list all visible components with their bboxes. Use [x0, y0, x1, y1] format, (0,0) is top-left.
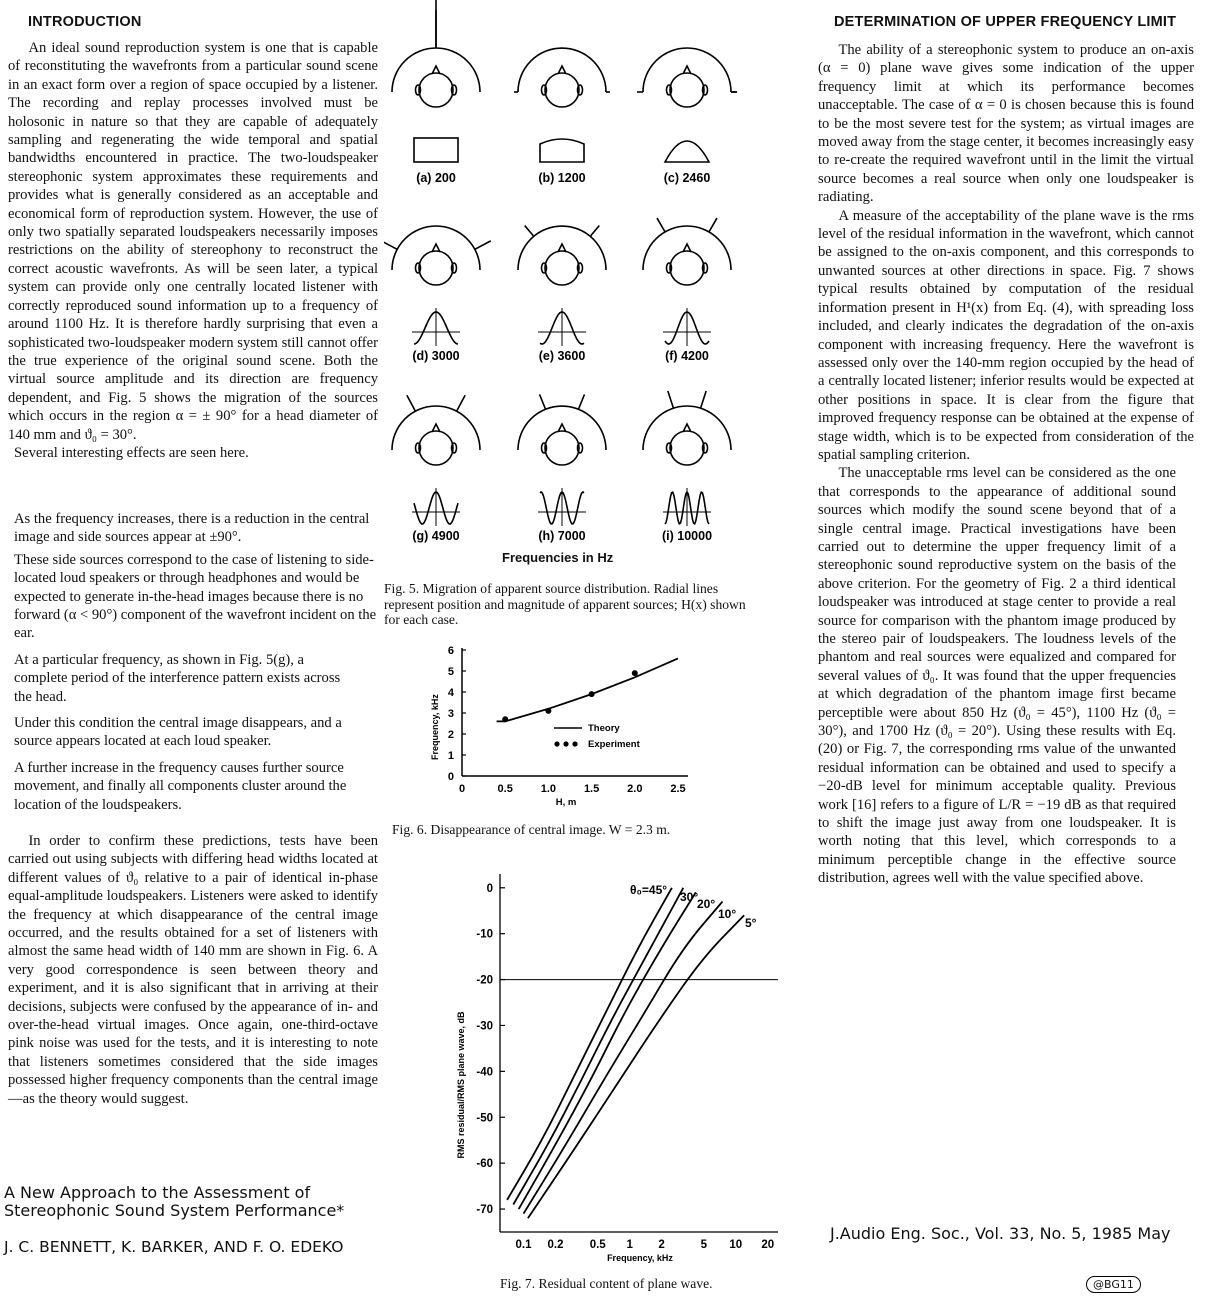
left-column-lower [8, 832, 378, 1108]
apparent-source-ray [709, 218, 717, 232]
apparent-source-ray [590, 226, 599, 237]
head-ear [578, 443, 583, 453]
fig5-waveform [540, 139, 584, 162]
fig7-curve-label: 20° [697, 897, 716, 911]
fig6-ytick-label: 0 [447, 771, 454, 783]
head-ear [416, 85, 421, 95]
fig7-curve-label: 30° [680, 890, 699, 904]
fig7-curve-0 [507, 888, 672, 1200]
fig7-xtick-label: 0.5 [589, 1239, 606, 1251]
fig6-legend-dot [563, 741, 568, 746]
intro-paragraph-4: These side sources correspond to the case of listening to side-located loud speakers or through headphones and would be expected to generate in-the-head images because there is no forward (α < 90°) component of the wavefront incident on the ear. [14, 551, 377, 642]
head-ear [416, 443, 421, 453]
fig5-waveform [663, 308, 711, 346]
fig5-label-h: (h) 7000 [538, 529, 586, 543]
head-circle [545, 431, 579, 465]
fig5-panel-6 [392, 395, 480, 526]
head-ear [452, 85, 457, 95]
head-circle [419, 73, 453, 107]
apparent-source-ray [475, 241, 491, 249]
fig7-curve-4 [528, 915, 744, 1218]
fig6-xtick-label: 2.5 [670, 783, 686, 795]
head-ear [578, 85, 583, 95]
fig6-xtick-label: 2.0 [627, 783, 643, 795]
fig6-ytick-label: 5 [447, 666, 454, 678]
loudspeaker-arc [643, 48, 731, 92]
fig6-legend-dot [554, 741, 559, 746]
apparent-source-ray [701, 391, 707, 408]
upper-paragraph-1: The ability of a stereophonic system to produce an on-axis (α = 0) plane wave gives some indication of the upper frequency limit at which its performance becomes unacceptable. The case of α = 0 is chosen because this is found to be the most severe test for the system; as virtual images are moved away from the stage center, it becomes increasingly easy to re-create the required wavefront until in the limit the virtual source becomes a real source when only one loudspeaker is radiating. [818, 42, 1194, 206]
loudspeaker-arc [518, 406, 606, 450]
fig5-panel-3 [384, 226, 491, 346]
fig7-chart [440, 870, 790, 1265]
fig5-panel-1 [514, 48, 610, 162]
head-ear [703, 263, 708, 273]
fig7-xtick-label: 10 [729, 1239, 743, 1251]
head-ear [578, 263, 583, 273]
paper-authors: J. C. BENNETT, K. BARKER, AND F. O. EDEKO [4, 1238, 344, 1256]
fig5-frequencies-label: Frequencies in Hz [502, 550, 614, 565]
paper-title-line-2: Stereophonic Sound System Performance* [4, 1201, 345, 1220]
intro-paragraph-8: In order to confirm these predictions, tests have been carried out using subjects with differing head widths located at different values of ϑ₀ relative to a pair of identical in-phase equal-amplitude loudspeakers. Listeners were asked to identify the frequency at which disappearance of the central image occurred, and the results obtained for a set of listeners with almost the same head width of 140 mm are shown in Fig. 6. A very good correspondence is seen between theory and experiment, and it is also significant that in arriving at their decisions, subjects were confused by the appearance of in- and over-the-head virtual images. Once again, one-third-octave pink noise was used for the tests, and it is interesting to note that listeners sometimes considered that the side images possessed higher frequency components than the central image—as the theory would suggest. [8, 833, 378, 1107]
fig5-panel-2 [637, 48, 737, 162]
head-circle [670, 73, 704, 107]
intro-paragraph-5: At a particular frequency, as shown in Fig. 5(g), a complete period of the interference pattern exists across the head. [14, 651, 341, 705]
loudspeaker-arc [392, 406, 480, 450]
fig6-chart [420, 640, 690, 810]
fig5-waveform [538, 308, 586, 346]
head-circle [670, 251, 704, 285]
fig6-experiment-point [545, 708, 551, 714]
fig5-label-e: (e) 3600 [538, 349, 586, 363]
intro-paragraph-3: As the frequency increases, there is a reduction in the central image and side sources appear at ±90°. [14, 511, 370, 546]
apparent-source-ray [407, 395, 415, 411]
fig5-waveform [414, 138, 458, 162]
fig7-xtick-label: 0.1 [515, 1239, 532, 1251]
fig5-waveform [538, 488, 586, 526]
fig6-ylabel: Frequency, kHz [430, 694, 440, 760]
head-ear [542, 263, 547, 273]
fig6-ytick-label: 3 [447, 708, 454, 720]
head-ear [703, 85, 708, 95]
fig6-ytick-label: 2 [447, 729, 454, 741]
paper-title [4, 1184, 344, 1220]
fig7-xtick-label: 1 [626, 1239, 633, 1251]
head-ear [416, 263, 421, 273]
head-ear [452, 263, 457, 273]
fig6-xtick-label: 1.0 [540, 783, 557, 795]
loudspeaker-arc [643, 406, 731, 450]
head-circle [419, 251, 453, 285]
fig7-ytick-label: -70 [476, 1204, 493, 1217]
apparent-source-ray [540, 394, 546, 409]
fig7-curve-label: 5° [745, 916, 757, 930]
fig7-xtick-label: 20 [761, 1239, 775, 1251]
fig7-curve-1 [513, 888, 683, 1205]
apparent-source-ray [384, 241, 397, 249]
fig7-xtick-label: 2 [658, 1239, 665, 1251]
head-ear [667, 85, 672, 95]
head-ear [542, 85, 547, 95]
paper-title-line-1: A New Approach to the Assessment of [4, 1183, 311, 1202]
fig6-ytick-label: 4 [447, 687, 454, 699]
fig5-label-g: (g) 4900 [412, 529, 460, 543]
head-ear [667, 443, 672, 453]
fig5-waveform [412, 488, 460, 526]
fig5-diagram [384, 0, 784, 560]
apparent-source-ray [457, 395, 465, 411]
fig7-xtick-label: 0.2 [547, 1239, 564, 1251]
apparent-source-ray [657, 218, 665, 232]
fig6-experiment-point [632, 670, 638, 676]
fig5-panel-4 [518, 226, 606, 346]
fig5-panel-8 [643, 391, 731, 526]
fig5-waveform [412, 308, 460, 346]
fig6-xtick-label: 1.5 [583, 783, 600, 795]
loudspeaker-arc [518, 48, 606, 92]
fig7-ytick-label: -50 [476, 1112, 493, 1125]
fig5-label-d: (d) 3000 [412, 349, 460, 363]
intro-paragraph-1: An ideal sound reproduction system is one that is capable of reconstituting the wavefronts from a particular sound scene in an exact form over a region of space occupied by a listener. The recording and replay processes involved must be holosonic in nature so that they are capable of adequately sampling and regenerating the wide temporal and spatial bandwidths encountered in practice. The two-loudspeaker stereophonic system approximates these requirements and provides what is generally considered as an acceptable and economical form of reproduction system. However, the use of only two spatially separated loudspeakers necessarily imposes restrictions on the ability of stereophony to reconstruct the correct acoustic wavefronts. As will be seen later, a typical system can provide only one centrally located listener with correctly reproduced sound information up to a frequency of around 1100 Hz. It is therefore hardly surprising that even a sophisticated two-loudspeaker modern system still cannot offer the true experience of the original sound scene. Both the virtual source amplitude and its direction are frequency dependent, and Fig. 5 shows the migration of the sources which occurs in the region α = ± 90° for a head diameter of 140 mm and ϑ₀ = 30°. [8, 40, 378, 443]
apparent-source-ray [525, 226, 534, 237]
fig6-caption: Fig. 6. Disappearance of central image. W = 2.3 m. [392, 822, 671, 837]
fig7-caption: Fig. 7. Residual content of plane wave. [500, 1276, 713, 1291]
left-column [8, 14, 378, 462]
fig7-ytick-label: -10 [476, 928, 493, 941]
fig7-ytick-label: -40 [476, 1066, 493, 1079]
fig5-panel-7 [518, 394, 606, 526]
introduction-heading: INTRODUCTION [28, 14, 142, 30]
upper-frequency-heading: DETERMINATION OF UPPER FREQUENCY LIMIT [834, 14, 1177, 30]
intro-paragraph-6: Under this condition the central image disappears, and a source appears located at each loud speaker. [14, 715, 342, 750]
head-circle [670, 431, 704, 465]
fig6-ytick-label: 1 [447, 750, 454, 762]
head-circle [545, 251, 579, 285]
fig7-curve-label: 10° [718, 907, 737, 921]
fig6-theory-line [497, 658, 678, 721]
fig7-curve-label: θ₀=45° [630, 883, 668, 897]
fig7-ylabel: RMS residual/RMS plane wave, dB [456, 1011, 466, 1159]
intro-paragraph-7: A further increase in the frequency causes further source movement, and finally all components cluster around the location of the loudspeakers. [14, 759, 347, 813]
fig5-waveform [663, 488, 711, 526]
fig5-label-i: (i) 10000 [661, 529, 713, 543]
head-ear [703, 443, 708, 453]
fig7-ytick-label: 0 [486, 882, 493, 895]
head-circle [545, 73, 579, 107]
fig6-xlabel: H, m [555, 797, 577, 808]
fig6-xtick-label: 0 [458, 783, 466, 795]
fig7-ytick-label: -30 [476, 1020, 493, 1033]
journal-reference: J.Audio Eng. Soc., Vol. 33, No. 5, 1985 May [830, 1224, 1171, 1243]
head-ear [542, 443, 547, 453]
fig7-xlabel: Frequency, kHz [607, 1253, 673, 1263]
upper-paragraph-2: A measure of the acceptability of the plane wave is the rms level of the residual information in the wavefront, which cannot be assigned to the on-axis component, and this corresponds to unwanted sources at other directions in space. Fig. 7 shows typical results obtained by computation of the residual information present in H¹(x) from Eq. (4), with spreading loss included, and clearly indicates the degradation of the on-axis component with increasing frequency. Here the wavefront is assessed only over the 140-mm region occupied by the head of a centrally located listener; inferior results would be expected at other positions in space. It is clear from the figure that improved frequency response can be obtained at the expense of stage width, which is to be expected from consideration of the spatial sampling criterion. [818, 207, 1194, 463]
fig6-legend-dot [572, 741, 577, 746]
fig5-panel-5 [643, 218, 731, 346]
fig6-legend-experiment: Experiment [588, 739, 640, 750]
apparent-source-ray [668, 391, 674, 408]
loudspeaker-arc [392, 48, 480, 92]
loudspeaker-arc [643, 226, 731, 270]
fig6-ytick-label: 6 [447, 645, 454, 657]
fig5-label-a: (a) 200 [416, 171, 456, 185]
fig6-experiment-point [502, 716, 508, 722]
upper-paragraph-3: The unacceptable rms level can be considered as the one that corresponds to the appearance of additional sound sources which modify the sound scene beyond that of a single central image. Practical investigations have been carried out to determine the upper frequency limit of a stereophonic sound reproductive system on the basis of the above criterion. For the geometry of Fig. 2 a third identical loudspeaker was introduced at stage center to provide a real source for comparison with the phantom image produced by the stereo pair of loudspeakers. The loudness levels of the phantom and real sources were equalized and compared for several values of ϑ₀. It was found that the upper frequencies at which degradation of the phantom image first became perceptible were about 850 Hz (ϑ₀ = 45°), 1100 Hz (ϑ₀ = 30°), and 1700 Hz (ϑ₀ = 20°). Using these results with Eq. (20) or Fig. 7, the corresponding rms value of the unwanted residual information can be obtained and used to specify a −20-dB level for minimum acceptable quality. Previous work [16] refers to a figure of L/R = −19 dB as that required to shift the image just away from one loudspeaker. It is worth noting that this level, which corresponds to a minimum perceptible change in the effective source distribution, agrees well with the value specified above. [818, 465, 1176, 887]
intro-paragraph-2: Several interesting effects are seen here. [14, 444, 249, 461]
fig6-experiment-point [589, 691, 595, 697]
fig5-panel-0 [392, 0, 480, 162]
apparent-source-ray [578, 394, 584, 409]
head-ear [452, 443, 457, 453]
right-column [818, 14, 1194, 888]
fig5-caption: Fig. 5. Migration of apparent source distribution. Radial lines represent position and magnitude of apparent sources; H(x) shown for each case. [384, 581, 746, 627]
loudspeaker-arc [392, 226, 480, 270]
fig7-xtick-label: 5 [700, 1239, 708, 1251]
fig6-legend-theory: Theory [588, 723, 620, 734]
fig7-ytick-label: -20 [476, 974, 493, 987]
fig5-waveform [665, 141, 709, 162]
fig7-curve-3 [524, 902, 723, 1214]
fig7-ytick-label: -60 [476, 1158, 493, 1171]
fig5-label-f: (f) 4200 [665, 349, 709, 363]
fig6-xtick-label: 0.5 [497, 783, 513, 795]
fig5-label-b: (b) 1200 [538, 171, 586, 185]
head-ear [667, 263, 672, 273]
left-column-narrative [14, 510, 390, 814]
fig5-label-c: (c) 2460 [663, 171, 711, 185]
head-circle [419, 431, 453, 465]
badge-label: @BG11 [1086, 1276, 1141, 1293]
